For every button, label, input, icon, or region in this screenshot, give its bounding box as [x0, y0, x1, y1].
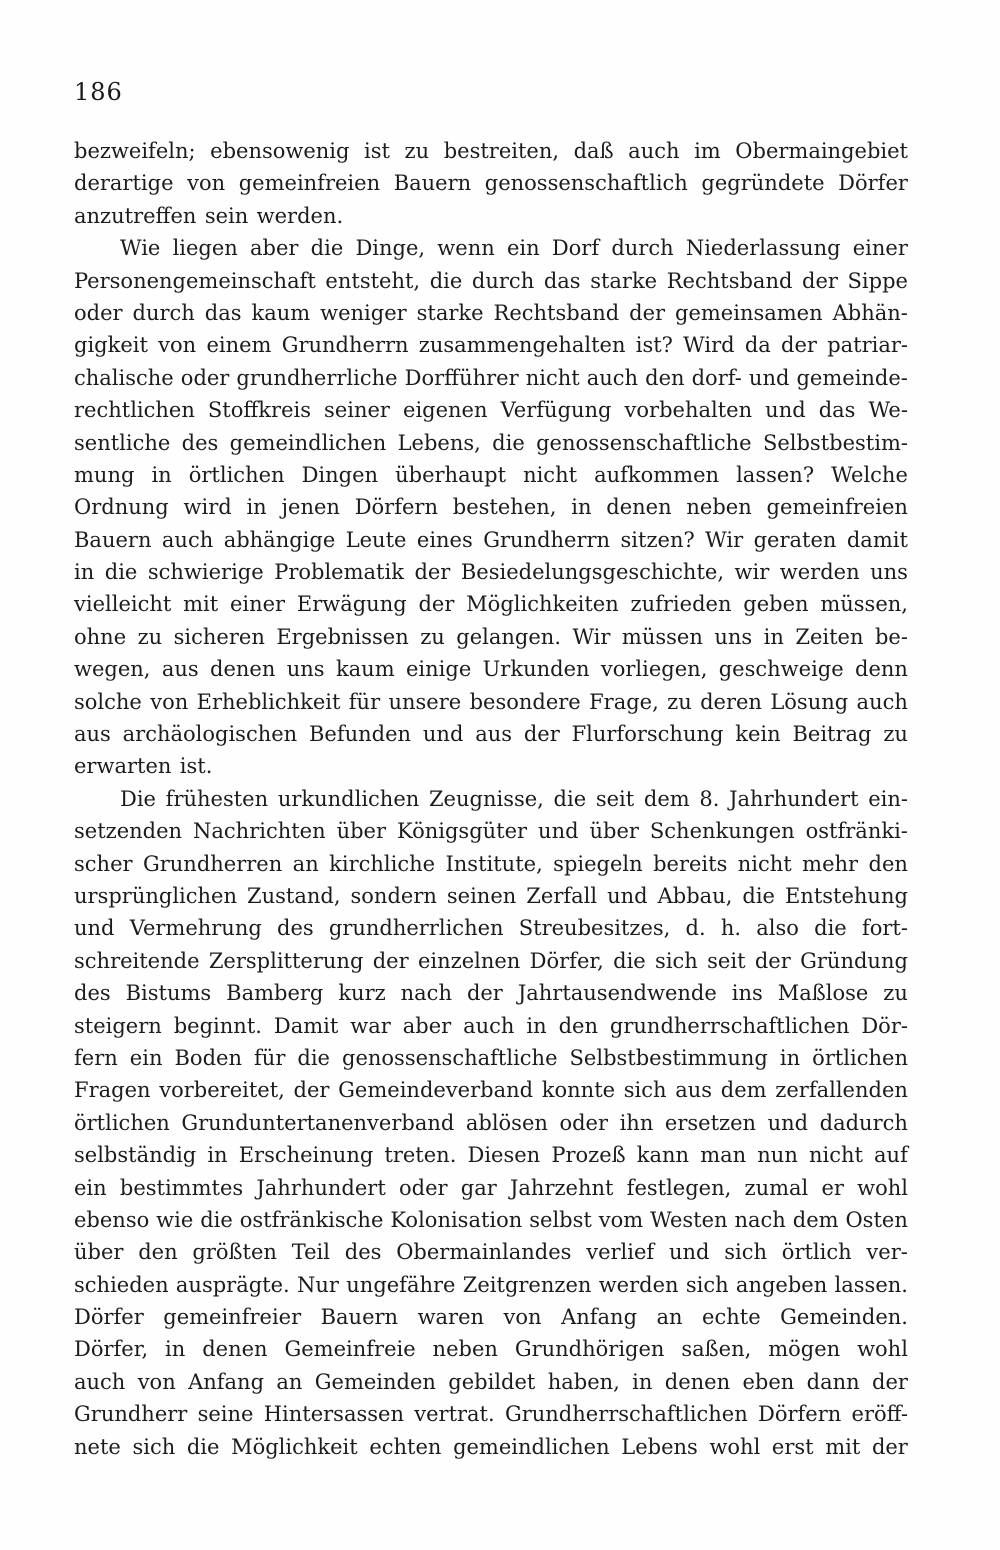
text-line: auch von Anfang an Gemeinden gebildet haben, in denen eben dann der: [74, 1369, 908, 1394]
text-line: ein bestimmtes Jahrhundert oder gar Jahrzehnt festlegen, zumal er wohl: [74, 1175, 908, 1200]
text-line: in die schwierige Problematik der Besiedelungsgeschichte, wir werden uns: [74, 560, 908, 585]
text-line: ursprünglichen Zustand, sondern seinen Zerfall und Abbau, die Entstehung: [74, 883, 908, 908]
text-line: steigern beginnt. Damit war aber auch in den grundherrschaftlichen Dör-: [74, 1013, 908, 1038]
text-line: Die frühesten urkundlichen Zeugnisse, die seit dem 8. Jahrhundert ein-: [120, 786, 908, 811]
text-line: Dörfer gemeinfreier Bauern waren von Anfang an echte Gemeinden.: [74, 1305, 908, 1330]
text-line: fern ein Boden für die genossenschaftliche Selbstbestimmung in örtlichen: [74, 1045, 908, 1070]
text-line: oder durch das kaum weniger starke Rechtsband der gemeinsamen Abhän-: [74, 300, 908, 325]
text-line: mung in örtlichen Dingen überhaupt nicht aufkommen lassen? Welche: [74, 462, 908, 487]
text-line: schreitende Zersplitterung der einzelnen Dörfer, die sich seit der Gründung: [74, 948, 908, 973]
text-line: Personengemeinschaft entsteht, die durch das starke Rechtsband der Sippe: [74, 268, 908, 293]
text-line: über den größten Teil des Obermainlandes verlief und sich örtlich ver-: [74, 1240, 908, 1265]
text-line: des Bistums Bamberg kurz nach der Jahrtausendwende ins Maßlose zu: [74, 981, 908, 1006]
text-line: bezweifeln; ebensowenig ist zu bestreiten, daß auch im Obermaingebiet: [74, 139, 908, 163]
text-line: gigkeit von einem Grundherrn zusammengehalten ist? Wird da der patriar-: [74, 333, 908, 358]
text-line: erwarten ist.: [74, 754, 213, 779]
text-line: Wie liegen aber die Dinge, wenn ein Dorf durch Niederlassung einer: [120, 236, 908, 261]
text-line: Fragen vorbereitet, der Gemeindeverband konnte sich aus dem zerfallenden: [74, 1078, 908, 1103]
text-line: vielleicht mit einer Erwägung der Möglichkeiten zufrieden geben müssen,: [74, 592, 908, 617]
text-line: wegen, aus denen uns kaum einige Urkunden vorliegen, geschweige denn: [74, 657, 908, 682]
text-line: scher Grundherren an kirchliche Institute, spiegeln bereits nicht mehr den: [74, 851, 908, 876]
text-line: örtlichen Grunduntertanenverband ablösen oder ihn ersetzen und dadurch: [74, 1110, 908, 1135]
text-line: derartige von gemeinfreien Bauern genossenschaftlich gegründete Dörfer: [74, 171, 908, 196]
text-line: chalische oder grundherrliche Dorfführer nicht auch den dorf- und gemeinde-: [74, 365, 908, 390]
text-line: sentliche des gemeindlichen Lebens, die genossenschaftliche Selbstbestim-: [74, 430, 908, 455]
text-line: anzutreffen sein werden.: [74, 203, 344, 228]
text-line: Ordnung wird in jenen Dörfern bestehen, in denen neben gemeinfreien: [74, 495, 908, 520]
text-line: solche von Erheblichkeit für unsere besondere Frage, zu deren Lösung auch: [74, 689, 908, 714]
text-line: und Vermehrung des grundherrlichen Streubesitzes, d. h. also die fort-: [74, 916, 908, 941]
text-line: ohne zu sicheren Ergebnissen zu gelangen. Wir müssen uns in Zeiten be-: [74, 624, 908, 649]
text-line: Bauern auch abhängige Leute eines Grundherrn sitzen? Wir geraten damit: [74, 527, 908, 552]
text-line: selbständig in Erscheinung treten. Diesen Prozeß kann man nun nicht auf: [74, 1143, 908, 1168]
body-text: [74, 135, 908, 1463]
text-line: nete sich die Möglichkeit echten gemeindlichen Lebens wohl erst mit der: [74, 1434, 908, 1459]
text-line: schieden ausprägte. Nur ungefähre Zeitgrenzen werden sich angeben lassen.: [74, 1272, 908, 1297]
text-line: Grundherr seine Hintersassen vertrat. Grundherrschaftlichen Dörfern eröff-: [74, 1402, 908, 1427]
page-number: 186: [74, 78, 123, 106]
text-line: setzenden Nachrichten über Königsgüter und über Schenkungen ostfränki-: [74, 819, 908, 844]
text-line: ebenso wie die ostfränkische Kolonisation selbst vom Westen nach dem Osten: [74, 1207, 908, 1232]
text-line: Dörfer, in denen Gemeinfreie neben Grundhörigen saßen, mögen wohl: [74, 1337, 908, 1362]
text-line: rechtlichen Stoffkreis seiner eigenen Verfügung vorbehalten und das We-: [74, 398, 908, 423]
text-line: aus archäologischen Befunden und aus der Flurforschung kein Beitrag zu: [74, 722, 908, 747]
